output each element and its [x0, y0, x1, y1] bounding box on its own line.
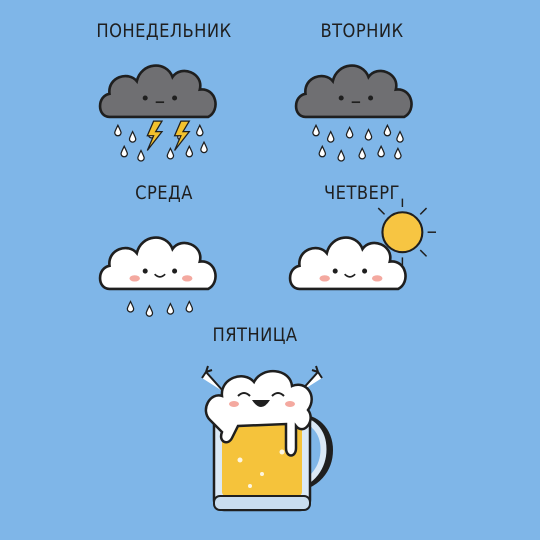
thursday-label: ЧЕТВЕРГ	[324, 182, 400, 204]
lightning-bolts	[147, 121, 189, 150]
storm-cloud-icon	[100, 66, 215, 161]
tuesday-rain	[313, 125, 403, 161]
beer-mug-icon	[202, 366, 328, 510]
tuesday-label: ВТОРНИК	[320, 20, 404, 42]
wednesday-label: СРЕДА	[135, 182, 193, 204]
monday-rain	[115, 125, 207, 161]
sun-behind-cloud-icon	[290, 199, 436, 289]
light-rain-cloud-icon	[100, 238, 215, 317]
wednesday-rain	[127, 302, 192, 317]
friday-label: ПЯТНИЦА	[212, 324, 298, 346]
rain-cloud-icon	[296, 66, 411, 161]
monday-label: ПОНЕДЕЛЬНИК	[96, 20, 232, 42]
